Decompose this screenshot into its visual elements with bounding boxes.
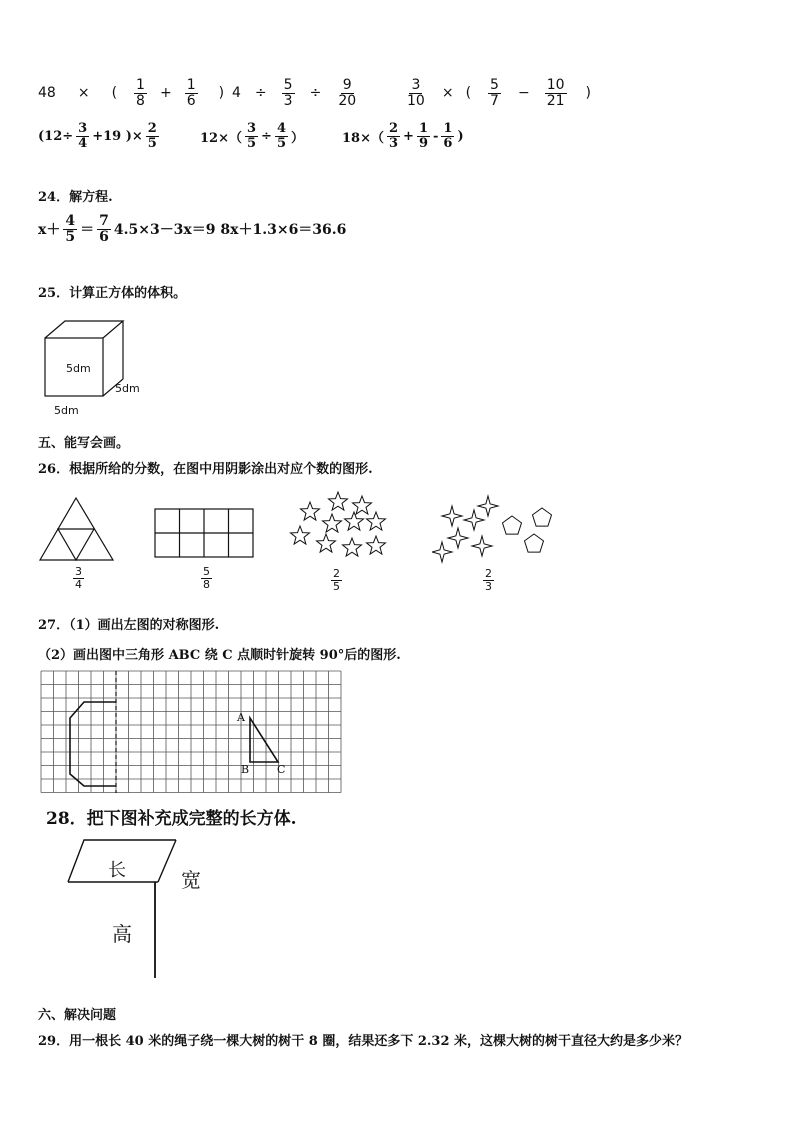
point-c-label: C <box>277 763 286 776</box>
point-b-label: B <box>241 763 250 776</box>
fraction: $\frac{1}{6}$ <box>186 77 196 109</box>
denominator: 8 <box>203 577 210 591</box>
calc-expression-6 <box>342 122 464 150</box>
calc-expression-1 <box>38 78 224 108</box>
fraction-label-rectangle <box>198 566 215 590</box>
fraction: $\frac{1}{8}$ <box>136 77 145 109</box>
triangle-abc <box>250 718 278 762</box>
star-icon <box>301 502 320 520</box>
sparkle-icon <box>472 536 492 556</box>
text: 18×（ <box>342 130 384 146</box>
fraction: $\frac{9}{20}$ <box>338 77 357 109</box>
calc-expression-5 <box>200 122 304 150</box>
paren: ) <box>457 128 464 144</box>
rectangle-grid <box>154 508 256 560</box>
numerator: 5 <box>203 565 210 578</box>
cube-side-label: 5dm <box>115 382 140 395</box>
paren: ） <box>290 130 304 146</box>
text: 12×（ <box>200 130 242 146</box>
fraction: $\frac{5}{7}$ <box>490 77 499 109</box>
fraction: $\frac{2}{3}$ <box>388 121 399 151</box>
fraction: $\frac{4}{5}$ <box>65 213 76 245</box>
question-27-line1: 27．（1）画出左图的对称图形. <box>38 618 220 633</box>
calc-expression-4 <box>38 122 162 150</box>
star-icon <box>367 536 386 554</box>
star-icon <box>345 512 364 530</box>
denominator: 5 <box>333 579 340 593</box>
cube-bottom-label: 5dm <box>54 404 79 417</box>
sparkle-icon <box>464 510 484 530</box>
point-a-label: A <box>237 711 245 724</box>
fraction: $\frac{5}{3}$ <box>283 77 293 109</box>
star-icon <box>291 526 310 544</box>
sparkle-icon <box>448 528 468 548</box>
question-24-title: 24．解方程. <box>38 190 113 205</box>
grid-figure <box>40 670 342 794</box>
fraction: $\frac{3}{4}$ <box>78 121 88 151</box>
fraction: $\frac{10}{21}$ <box>546 77 565 109</box>
width-label: 宽 <box>181 868 201 892</box>
half-shape <box>70 702 116 786</box>
cube-top-face <box>45 321 123 338</box>
fraction-label-triangle <box>70 566 87 590</box>
question-27-line2: （2）画出图中三角形 ABC 绕 C 点顺时针旋转 90°后的图形. <box>38 648 401 663</box>
text: (12÷ <box>38 128 74 144</box>
text: x＋ <box>38 222 61 239</box>
paren: ( <box>465 85 472 102</box>
star-icon <box>353 496 372 514</box>
paren: ) <box>218 85 225 102</box>
text: +19 )× <box>92 128 143 144</box>
operator: × <box>77 85 90 102</box>
operator: + <box>159 85 172 102</box>
calc-expression-2 <box>232 78 361 108</box>
text: ＝ <box>80 222 95 239</box>
numerator: 2 <box>485 567 492 580</box>
operator: × <box>441 85 454 102</box>
length-label: 长 <box>108 860 126 881</box>
sparkle-icon <box>442 506 462 526</box>
number: 48 <box>38 85 56 102</box>
denominator: 4 <box>75 577 82 591</box>
paren: ( <box>111 85 118 102</box>
fraction: $\frac{3}{10}$ <box>407 77 425 109</box>
operator: - <box>432 128 439 144</box>
cuboid-partial-figure <box>66 838 186 980</box>
question-24-equations <box>38 214 346 244</box>
pentagon-icon <box>525 534 544 552</box>
question-26-title: 26．根据所给的分数，在图中用阴影涂出对应个数的图形. <box>38 462 373 477</box>
operator: ÷ <box>309 85 322 102</box>
numerator: 2 <box>333 567 340 580</box>
star-icon <box>367 512 386 530</box>
sparkle-icon <box>478 496 498 516</box>
question-25-title: 25．计算正方体的体积。 <box>38 286 187 301</box>
numerator: 3 <box>75 565 82 578</box>
star-icon <box>343 538 362 556</box>
calc-expression-3 <box>402 78 591 108</box>
text: 4.5×3－3x＝9 8x＋1.3×6＝36.6 <box>113 222 347 239</box>
star-icon <box>317 534 336 552</box>
section-5-title: 五、能写会画。 <box>38 436 130 451</box>
number: 4 <box>232 85 241 102</box>
operator: + <box>403 128 414 144</box>
section-6-title: 六、解决问题 <box>38 1008 117 1023</box>
fraction: $\frac{3}{5}$ <box>246 121 257 151</box>
stars-figure <box>288 488 392 566</box>
fraction-label-stars <box>328 568 345 592</box>
triangle-figure <box>38 496 118 564</box>
inner-triangle <box>58 529 94 560</box>
star-icon <box>323 514 342 532</box>
fraction: $\frac{1}{9}$ <box>418 121 428 151</box>
question-28-title: 28．把下图补充成完整的长方体. <box>46 809 297 829</box>
operator: − <box>517 85 530 102</box>
sparkles-pentagons-figure <box>432 494 558 566</box>
cube-front-label: 5dm <box>66 362 91 375</box>
pentagon-icon <box>533 508 552 526</box>
height-label: 高 <box>112 922 132 946</box>
fraction: $\frac{7}{6}$ <box>99 213 109 245</box>
fraction: $\frac{1}{6}$ <box>443 121 453 151</box>
fraction: $\frac{4}{5}$ <box>276 121 286 151</box>
star-icon <box>329 492 348 510</box>
operator: ÷ <box>261 128 272 144</box>
denominator: 3 <box>485 579 492 593</box>
sparkle-icon <box>432 542 452 562</box>
operator: ÷ <box>254 85 267 102</box>
fraction: $\frac{2}{5}$ <box>147 121 157 151</box>
question-29-text: 29．用一根长 40 米的绳子绕一棵大树的树干 8 圈，结果还多下 2.32 米，这棵大树的树干直径大约是多少米？ <box>38 1034 689 1049</box>
paren: ) <box>585 85 591 102</box>
cuboid-width-edge <box>158 840 176 882</box>
fraction-label-sparkles <box>480 568 497 592</box>
pentagon-icon <box>503 516 522 534</box>
